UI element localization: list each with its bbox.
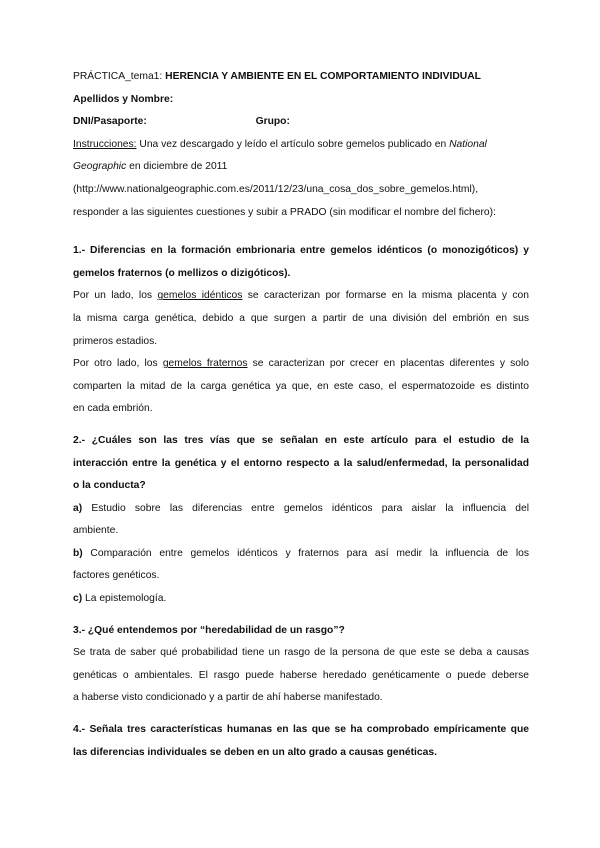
q3-answer-line-2: genéticas o ambientales. El rasgo puede haberse heredado genéticamente o puede deberse — [73, 669, 529, 681]
q2-answer-c-text: La epistemología. — [82, 593, 167, 605]
q3-answer-line-3: a haberse visto condicionado y a partir de ahí haberse manifestado. — [73, 692, 383, 704]
q2-answer-b-label: b) — [73, 547, 83, 559]
q1-answer1-pre: Por un lado, los — [73, 290, 158, 302]
q3-answer-line-1: Se trata de saber qué probabilidad tiene un rasgo de la persona de que este se deba a causas — [73, 647, 529, 659]
q4-question-line-1: 4.- Señala tres características humanas en las que se ha comprobado empíricamente que — [73, 724, 529, 736]
practice-prefix: PRÁCTICA_tema1: — [73, 71, 163, 82]
q1-question-line-2: gemelos fraternos (o mellizos o dizigóticos). — [73, 267, 291, 279]
q2-answer-c-line-1 — [73, 588, 529, 611]
q1-term-identicos: gemelos idénticos — [157, 290, 243, 302]
q2-answer-b-line-1 — [73, 543, 529, 566]
q3-question: 3.- ¿Qué entendemos por “heredabilidad de un rasgo”? — [73, 624, 345, 636]
q2-question-line-2: interacción entre la genética y el entorno respecto a la salud/enfermedad, la personalidad — [73, 457, 529, 469]
q2-answer-b-line-2: factores genéticos. — [73, 570, 160, 582]
q2-question-line-3: o la conducta? — [73, 480, 146, 492]
q1-answer1-line-2: la misma carga genética, debido a que surgen a partir de una división del embrión en sus — [73, 312, 529, 324]
q1-answer2-line-3: en cada embrión. — [73, 403, 153, 415]
q1-answer2-post: se caracterizan por crecer en placentas diferentes y solo — [247, 358, 529, 370]
dni-label: DNI/Pasaporte: — [73, 116, 147, 128]
q1-answer1-line-1 — [73, 285, 529, 308]
q1-question-line-1: 1.- Diferencias en la formación embrionaria entre gemelos idénticos (o monozigóticos) y — [73, 245, 529, 257]
instructions-text-1: Una vez descargado y leído el artículo sobre gemelos publicado en — [136, 138, 450, 150]
q2-answer-b-text: Comparación entre gemelos idénticos y fraternos para así medir la influencia de los — [82, 547, 529, 559]
practice-title-line — [73, 66, 529, 89]
dni-grupo-line — [73, 111, 529, 134]
q2-answer-a-text: Estudio sobre las diferencias entre gemelos idénticos para aislar la influencia del — [82, 502, 529, 514]
document-page — [73, 66, 529, 764]
instructions-label: Instrucciones: — [73, 138, 137, 150]
q1-answer2-line-1 — [73, 353, 529, 376]
instructions-italic-1: National — [449, 138, 487, 150]
instructions-line-1 — [73, 134, 529, 157]
instructions-url: (http://www.nationalgeographic.com.es/2011/12/23/una_cosa_dos_sobre_gemelos.html), — [73, 183, 479, 195]
practice-title: HERENCIA Y AMBIENTE EN EL COMPORTAMIENTO INDIVIDUAL — [165, 71, 481, 82]
instructions-text-2: en diciembre de 2011 — [126, 161, 228, 173]
q4-question-line-2: las diferencias individuales se deben en un alto grado a causas genéticas. — [73, 746, 437, 758]
instructions-line-4: responder a las siguientes cuestiones y subir a PRADO (sin modificar el nombre del fichero): — [73, 206, 496, 218]
grupo-label: Grupo: — [255, 116, 290, 128]
q2-answer-a-label: a) — [73, 502, 83, 514]
apellidos-label: Apellidos y Nombre: — [73, 93, 174, 105]
q2-answer-a-line-1 — [73, 498, 529, 521]
q2-answer-c-label: c) — [73, 593, 83, 605]
instructions-line-2 — [73, 156, 529, 179]
q2-question-line-1: 2.- ¿Cuáles son las tres vías que se señalan en este artículo para el estudio de la — [73, 434, 529, 446]
q1-answer1-line-3: primeros estadios. — [73, 335, 158, 347]
q1-answer2-line-2: comparten la mitad de la carga genética ya que, en este caso, el espermatozoide es distinto — [73, 380, 529, 392]
q1-answer1-post: se caracterizan por formarse en la misma placenta y con — [242, 290, 530, 302]
q1-answer2-pre: Por otro lado, los — [73, 358, 163, 370]
q2-answer-a-line-2: ambiente. — [73, 525, 119, 537]
instructions-italic-2: Geographic — [73, 161, 127, 173]
q1-term-fraternos: gemelos fraternos — [162, 358, 248, 370]
